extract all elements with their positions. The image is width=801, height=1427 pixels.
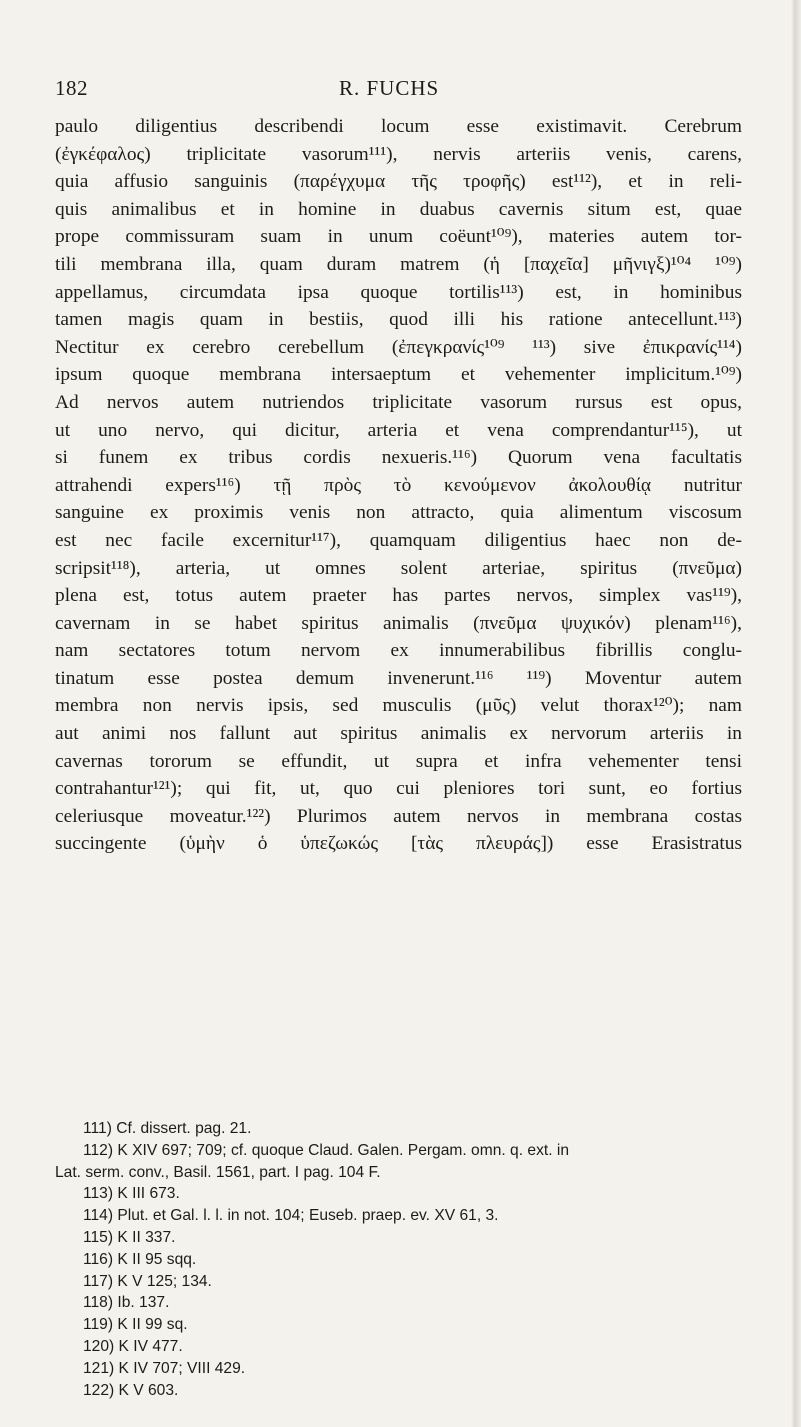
text-line: tili membrana illa, quam duram matrem (ἡ [παχεῖα] μῆνιγξ)¹⁰⁴ ¹⁰⁹) — [55, 253, 742, 275]
text-line: tinatum esse postea demum invenerunt.¹¹⁶ ¹¹⁹) Moventur autem — [55, 667, 742, 689]
footnote: 115) K II 337. — [83, 1228, 176, 1246]
footnote: 118) Ib. 137. — [83, 1294, 170, 1312]
text-line: Nectitur ex cerebro cerebellum (ἐπεγκρανίς¹⁰⁹ ¹¹³) sive ἐπικρανίς¹¹⁴) — [55, 336, 742, 358]
page-number: 182 — [55, 76, 88, 100]
text-line: (ἐγκέφαλος) triplicitate vasorum¹¹¹), nervis arteriis venis, carens, — [55, 143, 742, 165]
footnote: 121) K IV 707; VIII 429. — [83, 1359, 246, 1377]
text-line: sanguine ex proximis venis non attracto, quia alimentum viscosum — [55, 502, 742, 524]
footnote: 111) Cf. dissert. pag. 21. — [83, 1120, 252, 1137]
text-line: succingente (ὑμὴν ὁ ὑπεζωκώς [τὰς πλευράς]) esse Erasistratus — [55, 833, 742, 855]
text-line: plena est, totus autem praeter has partes nervos, simplex vas¹¹⁹), — [55, 585, 742, 607]
text-line: appellamus, circumdata ipsa quoque tortilis¹¹³) est, in hominibus — [55, 281, 742, 303]
text-line: si funem ex tribus cordis nexueris.¹¹⁶) Quorum vena facultatis — [55, 447, 742, 469]
running-head: R. FUCHS — [339, 76, 440, 100]
text-line: est nec facile excernitur¹¹⁷), quamquam diligentius haec non de- — [55, 529, 742, 551]
page-header — [55, 76, 735, 104]
footnotes — [55, 1118, 742, 1401]
footnote: 114) Plut. et Gal. l. l. in not. 104; Euseb. praep. ev. XV 61, 3. — [83, 1207, 499, 1225]
text-line: Ad nervos autem nutriendos triplicitate vasorum rursus est opus, — [55, 391, 742, 413]
text-line: prope commissuram suam in unum coëunt¹⁰⁹), materies autem tor- — [55, 226, 742, 248]
text-line: paulo diligentius describendi locum esse existimavit. Cerebrum — [55, 116, 742, 137]
text-line: contrahantur¹²¹); qui fit, ut, quo cui pleniores tori sunt, eo fortius — [55, 778, 742, 800]
footnote: 117) K V 125; 134. — [83, 1272, 212, 1290]
text-line: aut animi nos fallunt aut spiritus animalis ex nervorum arteriis in — [55, 723, 742, 745]
main-text — [55, 113, 742, 858]
footnote-continuation: Lat. serm. conv., Basil. 1561, part. I pag. 104 F. — [55, 1163, 381, 1181]
footnote: 113) K III 673. — [83, 1185, 180, 1203]
text-line: celeriusque moveatur.¹²²) Plurimos autem nervos in membrana costas — [55, 805, 742, 827]
text-line: ipsum quoque membrana intersaeptum et vehementer implicitum.¹⁰⁹) — [55, 364, 742, 386]
text-line: quis animalibus et in homine in duabus cavernis situm est, quae — [55, 198, 742, 220]
page-edge-shadow — [791, 0, 801, 1427]
footnote: 119) K II 99 sq. — [83, 1316, 188, 1334]
footnote: 120) K IV 477. — [83, 1337, 183, 1355]
text-line: scripsit¹¹⁸), arteria, ut omnes solent arteriae, spiritus (πνεῦμα) — [55, 557, 742, 579]
text-line: cavernam in se habet spiritus animalis (πνεῦμα ψυχικόν) plenam¹¹⁶), — [55, 612, 742, 634]
text-line: tamen magis quam in bestiis, quod illi his ratione antecellunt.¹¹³) — [55, 309, 742, 331]
text-line: nam sectatores totum nervom ex innumerabilibus fibrillis conglu- — [55, 640, 742, 662]
text-line: quia affusio sanguinis (παρέγχυμα τῆς τροφῆς) est¹¹²), et in reli- — [55, 171, 742, 193]
text-line: cavernas tororum se effundit, ut supra et infra vehementer tensi — [55, 750, 742, 772]
text-line: ut uno nervo, qui dicitur, arteria et vena comprendantur¹¹⁵), ut — [55, 419, 742, 441]
text-line: attrahendi expers¹¹⁶) τῇ πρὸς τὸ κενούμενον ἀκολουθίᾳ nutritur — [55, 474, 742, 496]
footnote: 116) K II 95 sqq. — [83, 1250, 197, 1268]
footnote: 122) K V 603. — [83, 1381, 179, 1399]
text-line: membra non nervis ipsis, sed musculis (μῦς) velut thorax¹²⁰); nam — [55, 695, 742, 717]
footnote: 112) K XIV 697; 709; cf. quoque Claud. Galen. Pergam. omn. q. ext. in — [83, 1141, 570, 1159]
